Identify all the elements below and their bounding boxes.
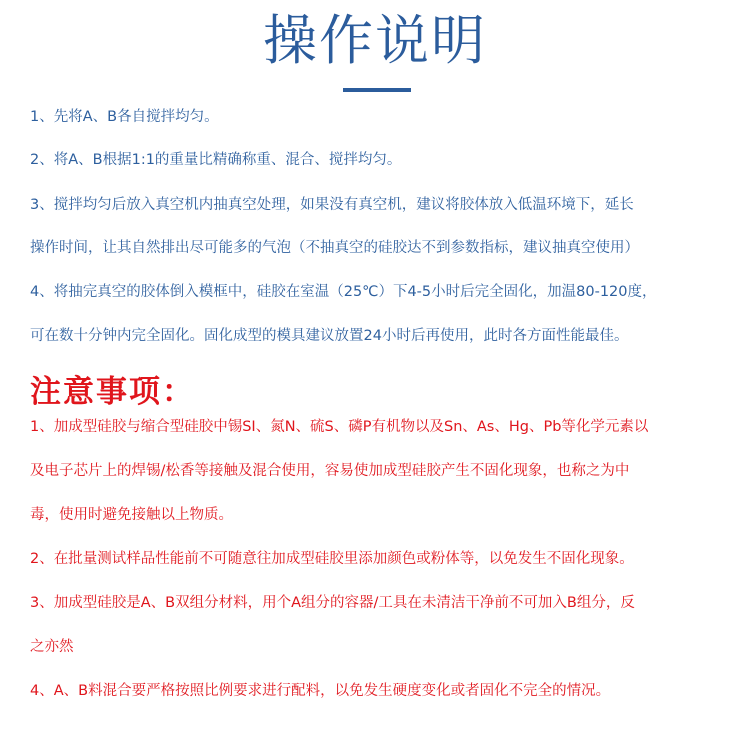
instruction-4-line-1: 4、将抽完真空的胶体倒入模框中，硅胶在室温（25℃）下4-5小时后完全固化，加温80-120度， xyxy=(30,284,657,300)
instruction-2-line-1: 2、将A、B根据1:1的重量比精确称重、混合、搅拌均匀。 xyxy=(30,152,402,168)
page-title: 操作说明 xyxy=(263,9,487,72)
notice-4-line-1: 4、A、B料混合要严格按照比例要求进行配料，以免发生硬度变化或者固化不完全的情况。 xyxy=(30,683,611,699)
notice-1-line-1: 1、加成型硅胶与缩合型硅胶中锡SI、氮N、硫S、磷P有机物以及Sn、As、Hg、Pb等化学元素以 xyxy=(30,419,649,435)
notice-3-line-2: 之亦然 xyxy=(30,639,74,655)
instruction-4-line-2: 可在数十分钟内完全固化。固化成型的模具建议放置24小时后再使用，此时各方面性能最佳。 xyxy=(30,328,629,344)
notice-1-line-3: 毒，使用时避免接触以上物质。 xyxy=(30,507,233,523)
instruction-3-line-1: 3、搅拌均匀后放入真空机内抽真空处理，如果没有真空机，建议将胶体放入低温环境下，延长 xyxy=(30,197,634,213)
title-underline xyxy=(343,88,411,92)
notice-2-line-1: 2、在批量测试样品性能前不可随意往加成型硅胶里添加颜色或粉体等，以免发生不固化现象。 xyxy=(30,551,634,567)
notice-heading: 注意事项： xyxy=(30,374,195,410)
instruction-1-line-1: 1、先将A、B各自搅拌均匀。 xyxy=(30,109,219,125)
notice-1-line-2: 及电子芯片上的焊锡/松香等接触及混合使用，容易使加成型硅胶产生不固化现象，也称之为中 xyxy=(30,463,630,479)
instruction-3-line-2: 操作时间，让其自然排出尽可能多的气泡（不抽真空的硅胶达不到参数指标，建议抽真空使用） xyxy=(30,240,639,256)
notice-3-line-1: 3、加成型硅胶是A、B双组分材料，用个A组分的容器/工具在未清洁干净前不可加入B组分，反 xyxy=(30,595,635,611)
